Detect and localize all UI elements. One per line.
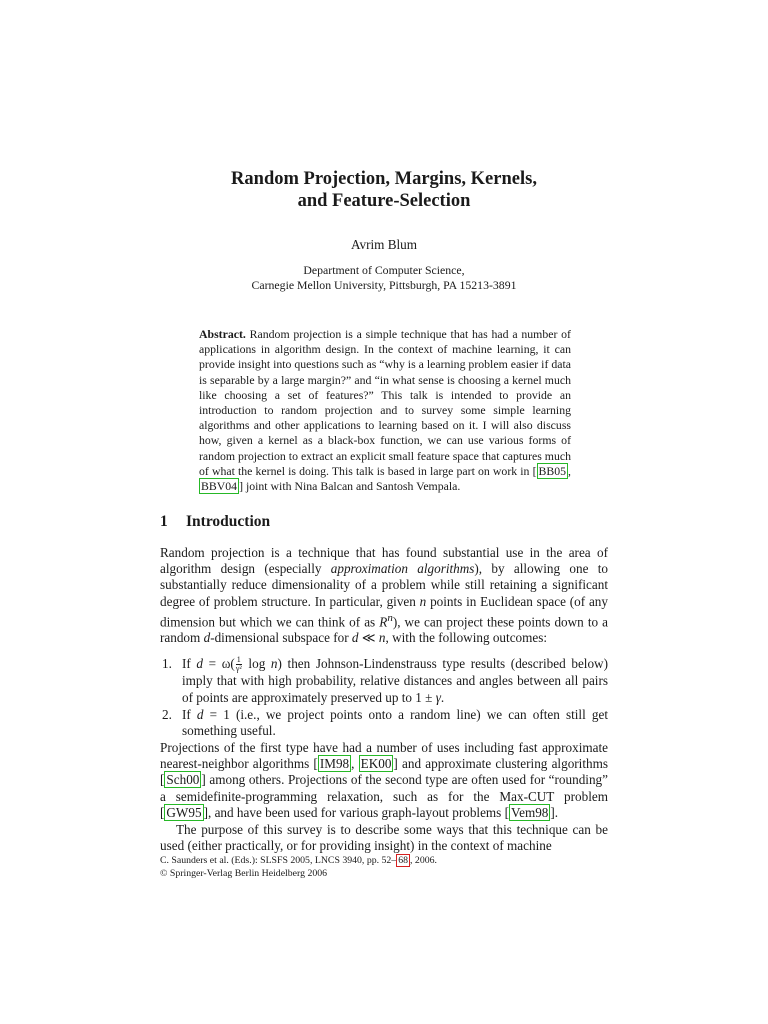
math-var: n xyxy=(419,593,427,609)
math-operator: log xyxy=(242,656,271,671)
outcomes-list xyxy=(160,656,608,740)
math-var: d xyxy=(196,706,204,722)
section-title: Introduction xyxy=(186,513,271,530)
list-item xyxy=(160,656,608,706)
citation-link-ek00[interactable]: EK00 xyxy=(360,756,392,772)
text-run: , 2006. xyxy=(410,855,437,866)
math-superscript: n xyxy=(387,611,393,624)
math-var: R xyxy=(379,614,388,630)
citation-link-vem98[interactable]: Vem98 xyxy=(511,804,549,820)
math-var: n xyxy=(270,656,278,671)
citation-link-im98[interactable]: IM98 xyxy=(319,756,350,772)
text-run: If xyxy=(182,656,197,671)
text-run: . xyxy=(554,804,559,820)
citation-separator: , xyxy=(568,463,571,478)
abstract-text-end: joint with Nina Balcan and Santosh Vempala. xyxy=(243,479,461,494)
math-operator: ≪ xyxy=(358,630,379,646)
math-operator: = ω( xyxy=(203,656,235,671)
math-var: d xyxy=(351,630,359,646)
text-run: Projections of the first type have had a number of uses including fast approximate nearest-neighbor algorithms xyxy=(160,740,608,772)
text-run: If xyxy=(182,706,197,722)
fraction-denominator: γ² xyxy=(235,664,242,674)
math-fraction xyxy=(236,656,242,673)
affiliation-line-2: Carnegie Mellon University, Pittsburgh, PA 15213-3891 xyxy=(251,278,517,292)
body-paragraph: Projections of the first type have had a number of uses including fast approximate nearest-neighbor algorithms [ IM98 , EK00 ] and approximate clustering algorithms [ Sch00 ] among others. Projections of the second type are often used for “rounding” a semidefinite-programming relaxation, such as for the Max-CUT problem [ GW95 ], and have been used for various graph-layout problems [ Vem98 ]. xyxy=(160,740,608,820)
emphasis-text: approximation algorithms xyxy=(330,561,475,577)
math-var: d xyxy=(203,630,211,646)
page-footer xyxy=(160,855,608,880)
text-run: C. Saunders et al. (Eds.): SLSFS 2005, LNCS 3940, pp. 52– xyxy=(160,855,397,866)
text-run: -dimensional subspace for xyxy=(210,630,352,646)
abstract: Abstract. Random projection is a simple technique that has had a number of applications in algorithm design. In the context of machine learning, it can provide insight into questions such as “why is a learning problem easier if data is separable by a large margin?” and “in what sense is choosing a kernel much like choosing a set of features?” This talk is intended to provide an introduction to random projection and to survey some simple learning algorithms and other applications to learning based on it. I will also discuss how, given a kernel as a black-box function, we can use various forms of random projection to extract an explicit small feature space that captures much of what the kernel is doing. This talk is based in large part on work in [ BB05 , BBV04 ] joint with Nina Balcan and Santosh Vempala. xyxy=(199,327,571,494)
author-affiliation xyxy=(0,263,768,293)
section-heading xyxy=(160,512,270,532)
paper-title xyxy=(0,168,768,212)
title-line-1: Random Projection, Margins, Kernels, xyxy=(231,169,537,189)
citation-link-bb05[interactable]: BB05 xyxy=(538,463,567,478)
title-line-2: and Feature-Selection xyxy=(297,191,471,211)
list-marker: 2. xyxy=(162,706,172,722)
text-run: , and have been used for various graph-layout problems xyxy=(207,804,505,820)
citation-link-bbv04[interactable]: BBV04 xyxy=(201,479,238,494)
citation-separator: , xyxy=(351,756,359,772)
text-run: ) then Johnson-Lindenstrauss type results (described below) imply that with high probability, relative distances and angles between all pairs of points are approximately preserved up to 1 ± xyxy=(182,656,608,705)
fraction-numerator: 1 xyxy=(236,655,241,665)
math-var: n xyxy=(378,630,386,646)
text-run: ), by allowing one to substantially reduce dimensionality of a problem while still retaining a significant degree of problem structure. In particular, given xyxy=(160,561,608,609)
abstract-text: Random projection is a simple technique that has had a number of applications in algorithm design. In the context of machine learning, it can provide insight into questions such as “why is a learning problem easier if data is separable by a large margin?” and “in what sense is choosing a kernel much like choosing a set of features?” This talk is intended to provide an introduction to random projection and to survey some simple learning algorithms and other applications to learning based on it. I will also discuss how, given a kernel as a black-box function, we can use various forms of random projection to extract an explicit small feature space that captures much of what the kernel is doing. This talk is based in large part on work in xyxy=(199,327,571,478)
text-run: and approximate clustering algorithms xyxy=(397,756,608,772)
math-var: d xyxy=(196,656,204,671)
affiliation-line-1: Department of Computer Science, xyxy=(303,263,465,277)
intro-paragraph xyxy=(160,545,608,647)
text-run: Random projection is a technique that has found substantial use in the area of algorithm design (especially xyxy=(160,545,608,577)
author-name: Avrim Blum xyxy=(350,237,418,252)
text-run: = 1 (i.e., we project points onto a random line) we can often still get something useful. xyxy=(182,706,608,739)
list-marker: 1. xyxy=(162,656,172,671)
section-number: 1 xyxy=(160,513,168,530)
text-run: . xyxy=(440,689,445,705)
text-run: points in Euclidean space (of any dimension but which we can think of as xyxy=(160,593,608,630)
footer-copyright: © Springer-Verlag Berlin Heidelberg 2006 xyxy=(160,867,328,879)
body-paragraph: The purpose of this survey is to describe some ways that this technique can be used (either practically, or for providing insight) in the context of machine xyxy=(160,822,608,854)
text-run: , with the following outcomes: xyxy=(385,630,548,646)
abstract-label: Abstract. xyxy=(199,327,246,341)
citation-link-sch00[interactable]: Sch00 xyxy=(166,772,200,788)
citation-link-gw95[interactable]: GW95 xyxy=(166,804,202,820)
page-ref-link[interactable]: 68 xyxy=(398,855,409,866)
footer-citation xyxy=(160,855,608,868)
list-item xyxy=(160,707,608,739)
math-var: γ xyxy=(435,689,441,705)
text-run: among others. Projections of the second type are often used for “rounding” a semidefinite-programming relaxation, such as for the Max-CUT problem xyxy=(160,772,608,804)
text-run: ), we can project these points down to a random xyxy=(160,614,608,646)
